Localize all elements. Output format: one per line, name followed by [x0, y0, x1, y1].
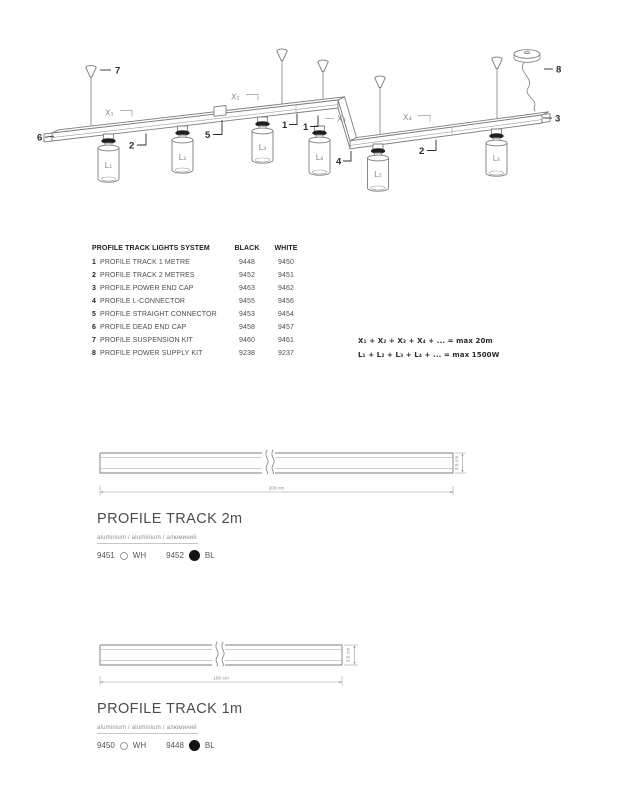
height-dim-label: 3,5 cm — [346, 647, 352, 663]
table-row: 5 PROFILE STRAIGHT CONNECTOR 9453 9454 — [92, 308, 306, 321]
product-2m — [97, 511, 377, 561]
segment-label-x3: X₃ — [337, 114, 346, 124]
table-row: 1 PROFILE TRACK 1 METRE 9448 9450 — [92, 256, 306, 269]
code-white: 9457 — [278, 323, 294, 331]
table-row: 7 PROFILE SUSPENSION KIT 9460 9461 — [92, 334, 306, 347]
length-dimension — [100, 676, 342, 686]
lamp-label-l3: L₃ — [258, 143, 267, 152]
lamp-l4 — [309, 126, 330, 175]
track-run-left — [44, 97, 345, 142]
table-row: 6 PROFILE DEAD END CAP 9458 9457 — [92, 321, 306, 334]
product-2m-codes — [97, 550, 377, 561]
code-black: 9463 — [239, 284, 255, 292]
lamp-label-l1: L₁ — [104, 161, 113, 170]
product-1m-codes — [97, 740, 377, 751]
table-row: 4 PROFILE L-CONNECTOR 9455 9456 — [92, 295, 306, 308]
black-code: 9452 — [166, 551, 184, 560]
code-white: 9461 — [278, 336, 294, 344]
product-1m-materials: aluminium / aluminium / алюминий — [97, 725, 197, 731]
power-supply-unit — [514, 50, 540, 111]
table-row: 3 PROFILE POWER END CAP 9463 9462 — [92, 282, 306, 295]
callout-suspension-kit: 7 — [115, 65, 121, 77]
code-black: 9453 — [239, 310, 255, 318]
code-white: 9450 — [278, 258, 294, 266]
black-label: BL — [204, 741, 215, 750]
part-name: PROFILE STRAIGHT CONNECTOR — [100, 310, 217, 318]
product-2m-materials: aluminium / aluminium / алюминий — [97, 535, 197, 541]
lamp-label-l4: L₄ — [315, 153, 324, 162]
part-name: PROFILE POWER SUPPLY KIT — [100, 349, 203, 357]
height-dimension — [454, 453, 466, 473]
code-white: 9462 — [278, 284, 294, 292]
code-black: 9460 — [239, 336, 255, 344]
part-name: PROFILE TRACK 1 METRE — [100, 258, 190, 266]
callout-power-end-cap: 3 — [555, 113, 561, 125]
part-name: PROFILE SUSPENSION KIT — [100, 336, 193, 344]
code-white: 9451 — [278, 271, 294, 279]
track-2m-drawing — [90, 445, 482, 503]
column-header-white: WHITE — [274, 245, 298, 252]
black-code: 9448 — [166, 741, 184, 750]
code-black: 9448 — [239, 258, 255, 266]
lamp-l5 — [368, 144, 389, 191]
callout-l-connector: 4 — [336, 156, 342, 168]
callout-track2-right: 2 — [419, 146, 425, 157]
lamp-l2 — [172, 126, 193, 173]
divider-rule — [97, 733, 198, 734]
white-label: WH — [132, 551, 147, 560]
segment-label-x4: X₄ — [403, 113, 412, 122]
white-color-circle-icon — [120, 552, 128, 560]
code-white: 9456 — [278, 297, 294, 305]
white-code: 9450 — [97, 741, 115, 750]
part-name: PROFILE DEAD END CAP — [100, 323, 187, 331]
part-name: PROFILE TRACK 2 METRES — [100, 271, 195, 279]
callout-track2-left: 2 — [129, 140, 135, 152]
lamp-l3 — [252, 117, 273, 163]
code-black: 9452 — [239, 271, 255, 279]
product-1m-title: PROFILE TRACK 1m — [97, 701, 243, 717]
code-black: 9455 — [239, 297, 255, 305]
lamp-label-l2: L₂ — [178, 153, 187, 162]
max-length-formula: X₁ + X₂ + X₃ + X₄ + ... = max 20m — [358, 337, 493, 345]
lamp-label-l5: L₅ — [374, 170, 382, 179]
code-black: 9458 — [239, 323, 255, 331]
callout-power-supply-kit: 8 — [556, 64, 562, 76]
callout-track1-a: 1 — [282, 120, 288, 131]
system-illustration — [0, 0, 622, 222]
lamp-l6 — [486, 129, 507, 176]
length-dim-label: 100 cm — [213, 676, 229, 682]
system-limits — [358, 335, 499, 362]
callout-track1-b: 1 — [303, 122, 309, 133]
part-name: PROFILE POWER END CAP — [100, 284, 194, 292]
product-2m-title: PROFILE TRACK 2m — [97, 511, 243, 527]
code-white: 9237 — [278, 349, 294, 357]
callout-straight-connector: 5 — [205, 130, 211, 141]
part-name: PROFILE L-CONNECTOR — [100, 297, 186, 305]
white-color-circle-icon — [120, 742, 128, 750]
table-row: 8 PROFILE POWER SUPPLY KIT 9238 9237 — [92, 347, 306, 360]
straight-connector — [214, 106, 226, 117]
power-cord — [522, 63, 535, 112]
max-power-formula: L₁ + L₂ + L₃ + L₄ + ... = max 1500W — [358, 350, 500, 359]
height-dimension — [344, 645, 358, 665]
lamp-l1 — [98, 134, 119, 182]
segment-label-x2: X₂ — [231, 92, 240, 102]
segment-label-x1: X₁ — [105, 108, 114, 118]
parts-table-title: PROFILE TRACK LIGHTS SYSTEM — [92, 245, 210, 252]
code-white: 9454 — [278, 310, 294, 318]
lamp-label-l6: L₆ — [492, 154, 501, 163]
length-dim-label: 200 cm — [268, 486, 285, 492]
callout-dead-end-cap: 6 — [37, 132, 43, 144]
product-1m — [97, 701, 377, 751]
height-dim-label: 3,5 cm — [455, 455, 460, 471]
code-black: 9238 — [239, 349, 255, 357]
parts-table — [92, 241, 306, 360]
black-label: BL — [204, 551, 215, 560]
track-1m-drawing — [90, 637, 390, 695]
column-header-black: BLACK — [234, 245, 260, 252]
black-color-dot-icon — [189, 550, 200, 561]
table-row: 2 PROFILE TRACK 2 METRES 9452 9451 — [92, 269, 306, 282]
white-code: 9451 — [97, 551, 115, 560]
length-dimension — [100, 486, 453, 496]
parts-table-header — [92, 241, 306, 256]
white-label: WH — [132, 741, 147, 750]
black-color-dot-icon — [189, 740, 200, 751]
divider-rule — [97, 543, 198, 544]
